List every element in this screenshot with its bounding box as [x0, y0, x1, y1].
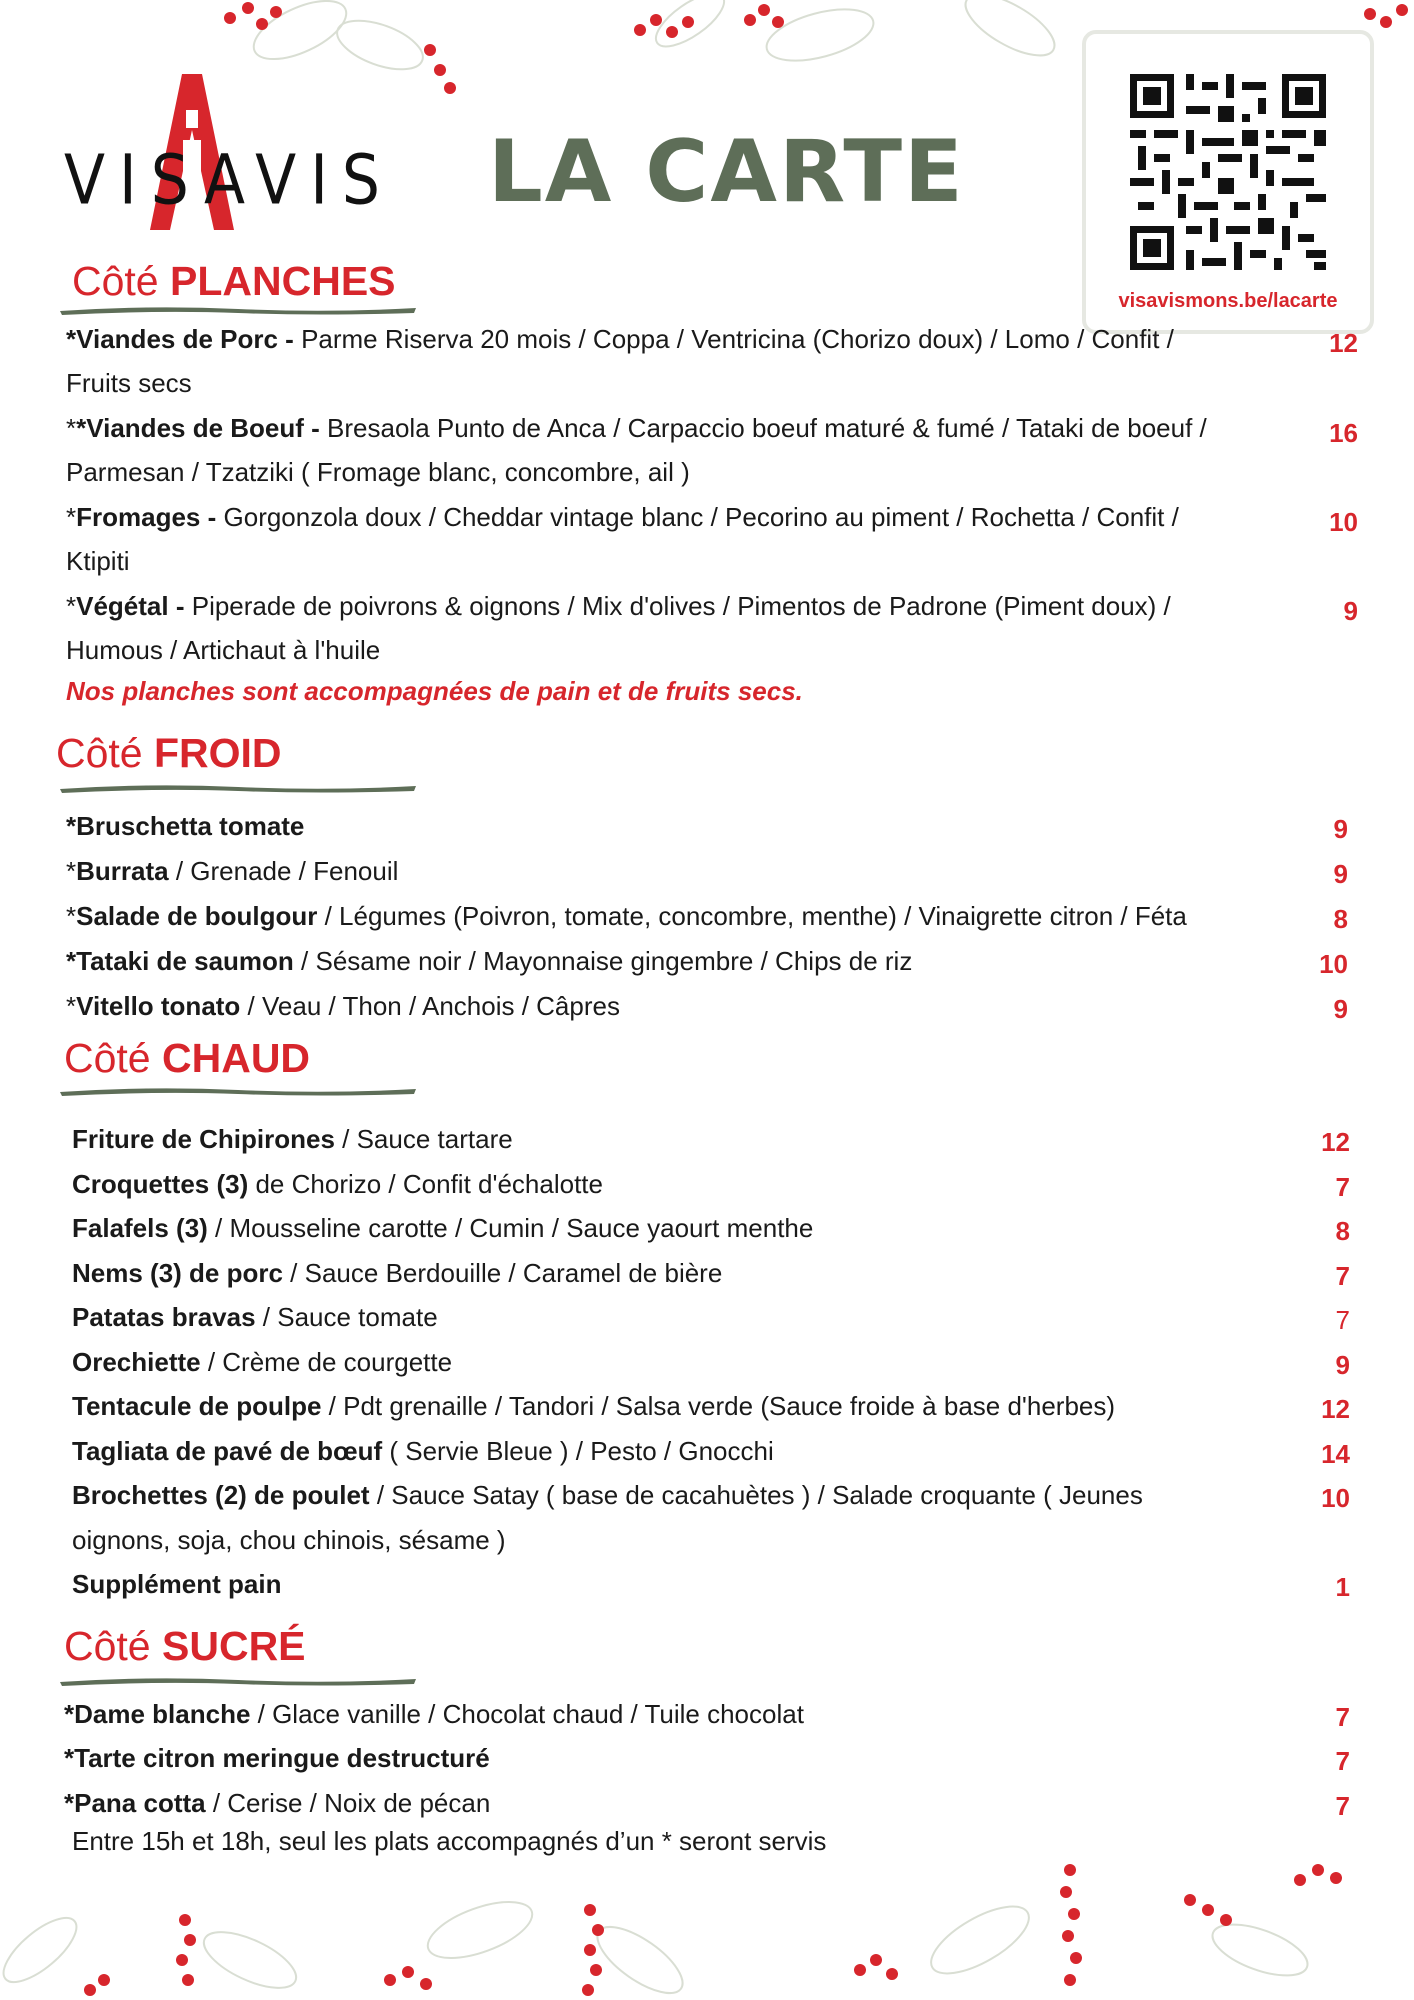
menu-item: Orechiette / Crème de courgette [72, 1347, 453, 1377]
menu-item-price: 12 [1321, 1127, 1350, 1157]
menu-item-price: 12 [1321, 1394, 1350, 1424]
service-hours-note: Entre 15h et 18h, seul les plats accompagnés d’un * seront servis [72, 1826, 827, 1856]
menu-item-price: 8 [1335, 1216, 1350, 1246]
menu-url-link[interactable]: visavismons.be/lacarte [1118, 290, 1338, 312]
brush-divider [58, 1084, 418, 1098]
logo-wordmark: VISAVIS [64, 140, 394, 221]
section-title-chaud: Côté CHAUD [64, 1035, 311, 1081]
menu-item: Nems (3) de porc / Sauce Berdouille / Caramel de bière [72, 1258, 723, 1288]
menu-item: Patatas bravas / Sauce tomate [72, 1302, 438, 1332]
menu-item-continued: Fruits secs [66, 368, 192, 398]
menu-item-continued: oignons, soja, chou chinois, sésame ) [72, 1525, 506, 1555]
menu-item: *Végétal - Piperade de poivrons & oignons / Mix d'olives / Pimentos de Padrone (Piment doux) / [66, 591, 1171, 621]
menu-item: Croquettes (3) de Chorizo / Confit d'échalotte [72, 1169, 603, 1199]
menu-item: *Dame blanche / Glace vanille / Chocolat chaud / Tuile chocolat [64, 1699, 804, 1729]
menu-item: Tagliata de pavé de bœuf ( Servie Bleue ) / Pesto / Gnocchi [72, 1436, 774, 1466]
menu-item: *Pana cotta / Cerise / Noix de pécan [64, 1788, 491, 1818]
menu-item: Supplément pain [72, 1569, 282, 1599]
page-title: LA CARTE [488, 122, 965, 222]
menu-item: Tentacule de poulpe / Pdt grenaille / Tandori / Salsa verde (Sauce froide à base d'herbes) [72, 1391, 1116, 1421]
brush-divider [58, 781, 418, 795]
menu-item-price: 10 [1321, 1483, 1350, 1513]
menu-item-price: 9 [1343, 596, 1358, 626]
menu-item: *Tarte citron meringue destructuré [64, 1743, 490, 1773]
menu-item-price: 1 [1335, 1572, 1350, 1602]
decorative-leaves-bottom [0, 1840, 1414, 2000]
menu-item-continued: Parmesan / Tzatziki ( Fromage blanc, concombre, ail ) [66, 457, 690, 487]
menu-item-price: 9 [1333, 859, 1348, 889]
menu-item-price: 8 [1333, 904, 1348, 934]
qr-code-card[interactable] [1082, 30, 1374, 334]
menu-item: *Burrata / Grenade / Fenouil [66, 856, 399, 886]
menu-item-price: 16 [1329, 418, 1358, 448]
menu-item-price: 10 [1319, 949, 1348, 979]
menu-item-price: 7 [1335, 1791, 1350, 1821]
menu-item: *Bruschetta tomate [66, 811, 305, 841]
menu-item-price: 7 [1335, 1172, 1350, 1202]
section-title-froid: Côté FROID [56, 730, 282, 776]
planches-note: Nos planches sont accompagnées de pain et de fruits secs. [66, 676, 803, 706]
menu-item-price: 7 [1335, 1261, 1350, 1291]
menu-item: *Tataki de saumon / Sésame noir / Mayonnaise gingembre / Chips de riz [66, 946, 913, 976]
menu-item-price: 10 [1329, 507, 1358, 537]
menu-item: **Viandes de Boeuf - Bresaola Punto de Anca / Carpaccio boeuf maturé & fumé / Tataki de boeuf / [66, 413, 1207, 443]
menu-item: *Vitello tonato / Veau / Thon / Anchois / Câpres [66, 991, 620, 1021]
menu-item-price: 9 [1335, 1350, 1350, 1380]
menu-item-price: 14 [1321, 1439, 1350, 1469]
menu-item: *Fromages - Gorgonzola doux / Cheddar vintage blanc / Pecorino au piment / Rochetta / Confit / [66, 502, 1179, 532]
visavis-logo [64, 70, 394, 230]
menu-item-price: 12 [1329, 328, 1358, 358]
menu-item: *Viandes de Porc - Parme Riserva 20 mois / Coppa / Ventricina (Chorizo doux) / Lomo / Confit / [66, 324, 1174, 354]
section-title-planches: Côté PLANCHES [72, 258, 396, 304]
menu-item-price: 9 [1333, 994, 1348, 1024]
menu-item-price: 7 [1335, 1746, 1350, 1776]
brush-divider [58, 303, 418, 317]
menu-item: *Salade de boulgour / Légumes (Poivron, tomate, concombre, menthe) / Vinaigrette citron / Féta [66, 901, 1187, 931]
menu-item-price: 7 [1335, 1305, 1350, 1335]
brush-divider [58, 1674, 418, 1688]
qr-code-icon [1130, 74, 1326, 270]
menu-item-price: 7 [1335, 1702, 1350, 1732]
section-title-sucre: Côté SUCRÉ [64, 1623, 306, 1669]
menu-item-price: 9 [1333, 814, 1348, 844]
menu-item-continued: Ktipiti [66, 546, 130, 576]
menu-item: Brochettes (2) de poulet / Sauce Satay ( base de cacahuètes ) / Salade croquante ( Jeunes [72, 1480, 1143, 1510]
menu-item: Falafels (3) / Mousseline carotte / Cumin / Sauce yaourt menthe [72, 1213, 814, 1243]
menu-item: Friture de Chipirones / Sauce tartare [72, 1124, 513, 1154]
menu-item-continued: Humous / Artichaut à l'huile [66, 635, 381, 665]
